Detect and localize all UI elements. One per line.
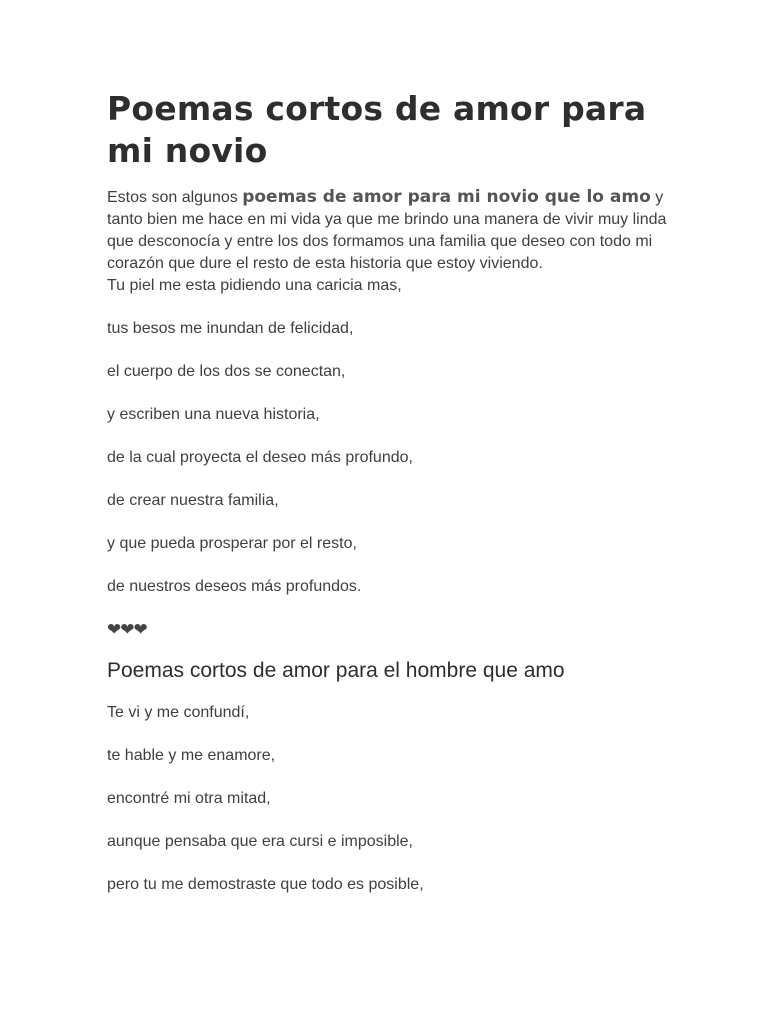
poem-1-line: y escriben una nueva historia, xyxy=(107,406,320,423)
poem-1-line: Tu piel me esta pidiendo una caricia mas, xyxy=(107,277,402,294)
poem-2-line: pero tu me demostraste que todo es posible, xyxy=(107,876,424,894)
poem-2-line: aunque pensaba que era cursi e imposible, xyxy=(107,833,413,851)
poem-2-line: te hable y me enamore, xyxy=(107,747,276,765)
poem-1-line: de la cual proyecta el deseo más profundo, xyxy=(107,449,413,466)
section-subtitle: Poemas cortos de amor para el hombre que amo xyxy=(107,659,565,682)
hearts-separator: ❤❤❤ xyxy=(107,620,147,639)
poem-2-line: Te vi y me confundí, xyxy=(107,704,250,722)
poem-2-line: encontré mi otra mitad, xyxy=(107,790,271,808)
intro-paragraph xyxy=(107,186,667,275)
intro-rest-text: y tanto bien me hace en mi vida ya que me brindo una manera de vivir muy linda que desconocía y entre los dos formamos una familia que deseo con todo mi corazón que dure el resto de esta historia que estoy viviendo. xyxy=(107,189,667,272)
intro-bold-text: poemas de amor para mi novio que lo amo xyxy=(242,187,651,207)
poem-1 xyxy=(107,275,667,598)
poem-2 xyxy=(107,702,667,896)
document-page xyxy=(107,88,667,896)
poem-1-line: tus besos me inundan de felicidad, xyxy=(107,320,354,337)
page-title: Poemas cortos de amor para mi novio xyxy=(107,89,647,170)
intro-lead-text: Estos son algunos xyxy=(107,189,243,206)
poem-1-line: el cuerpo de los dos se conectan, xyxy=(107,363,346,380)
poem-1-line: de crear nuestra familia, xyxy=(107,492,279,509)
poem-1-line: de nuestros deseos más profundos. xyxy=(107,578,362,595)
poem-1-line: y que pueda prosperar por el resto, xyxy=(107,535,357,552)
